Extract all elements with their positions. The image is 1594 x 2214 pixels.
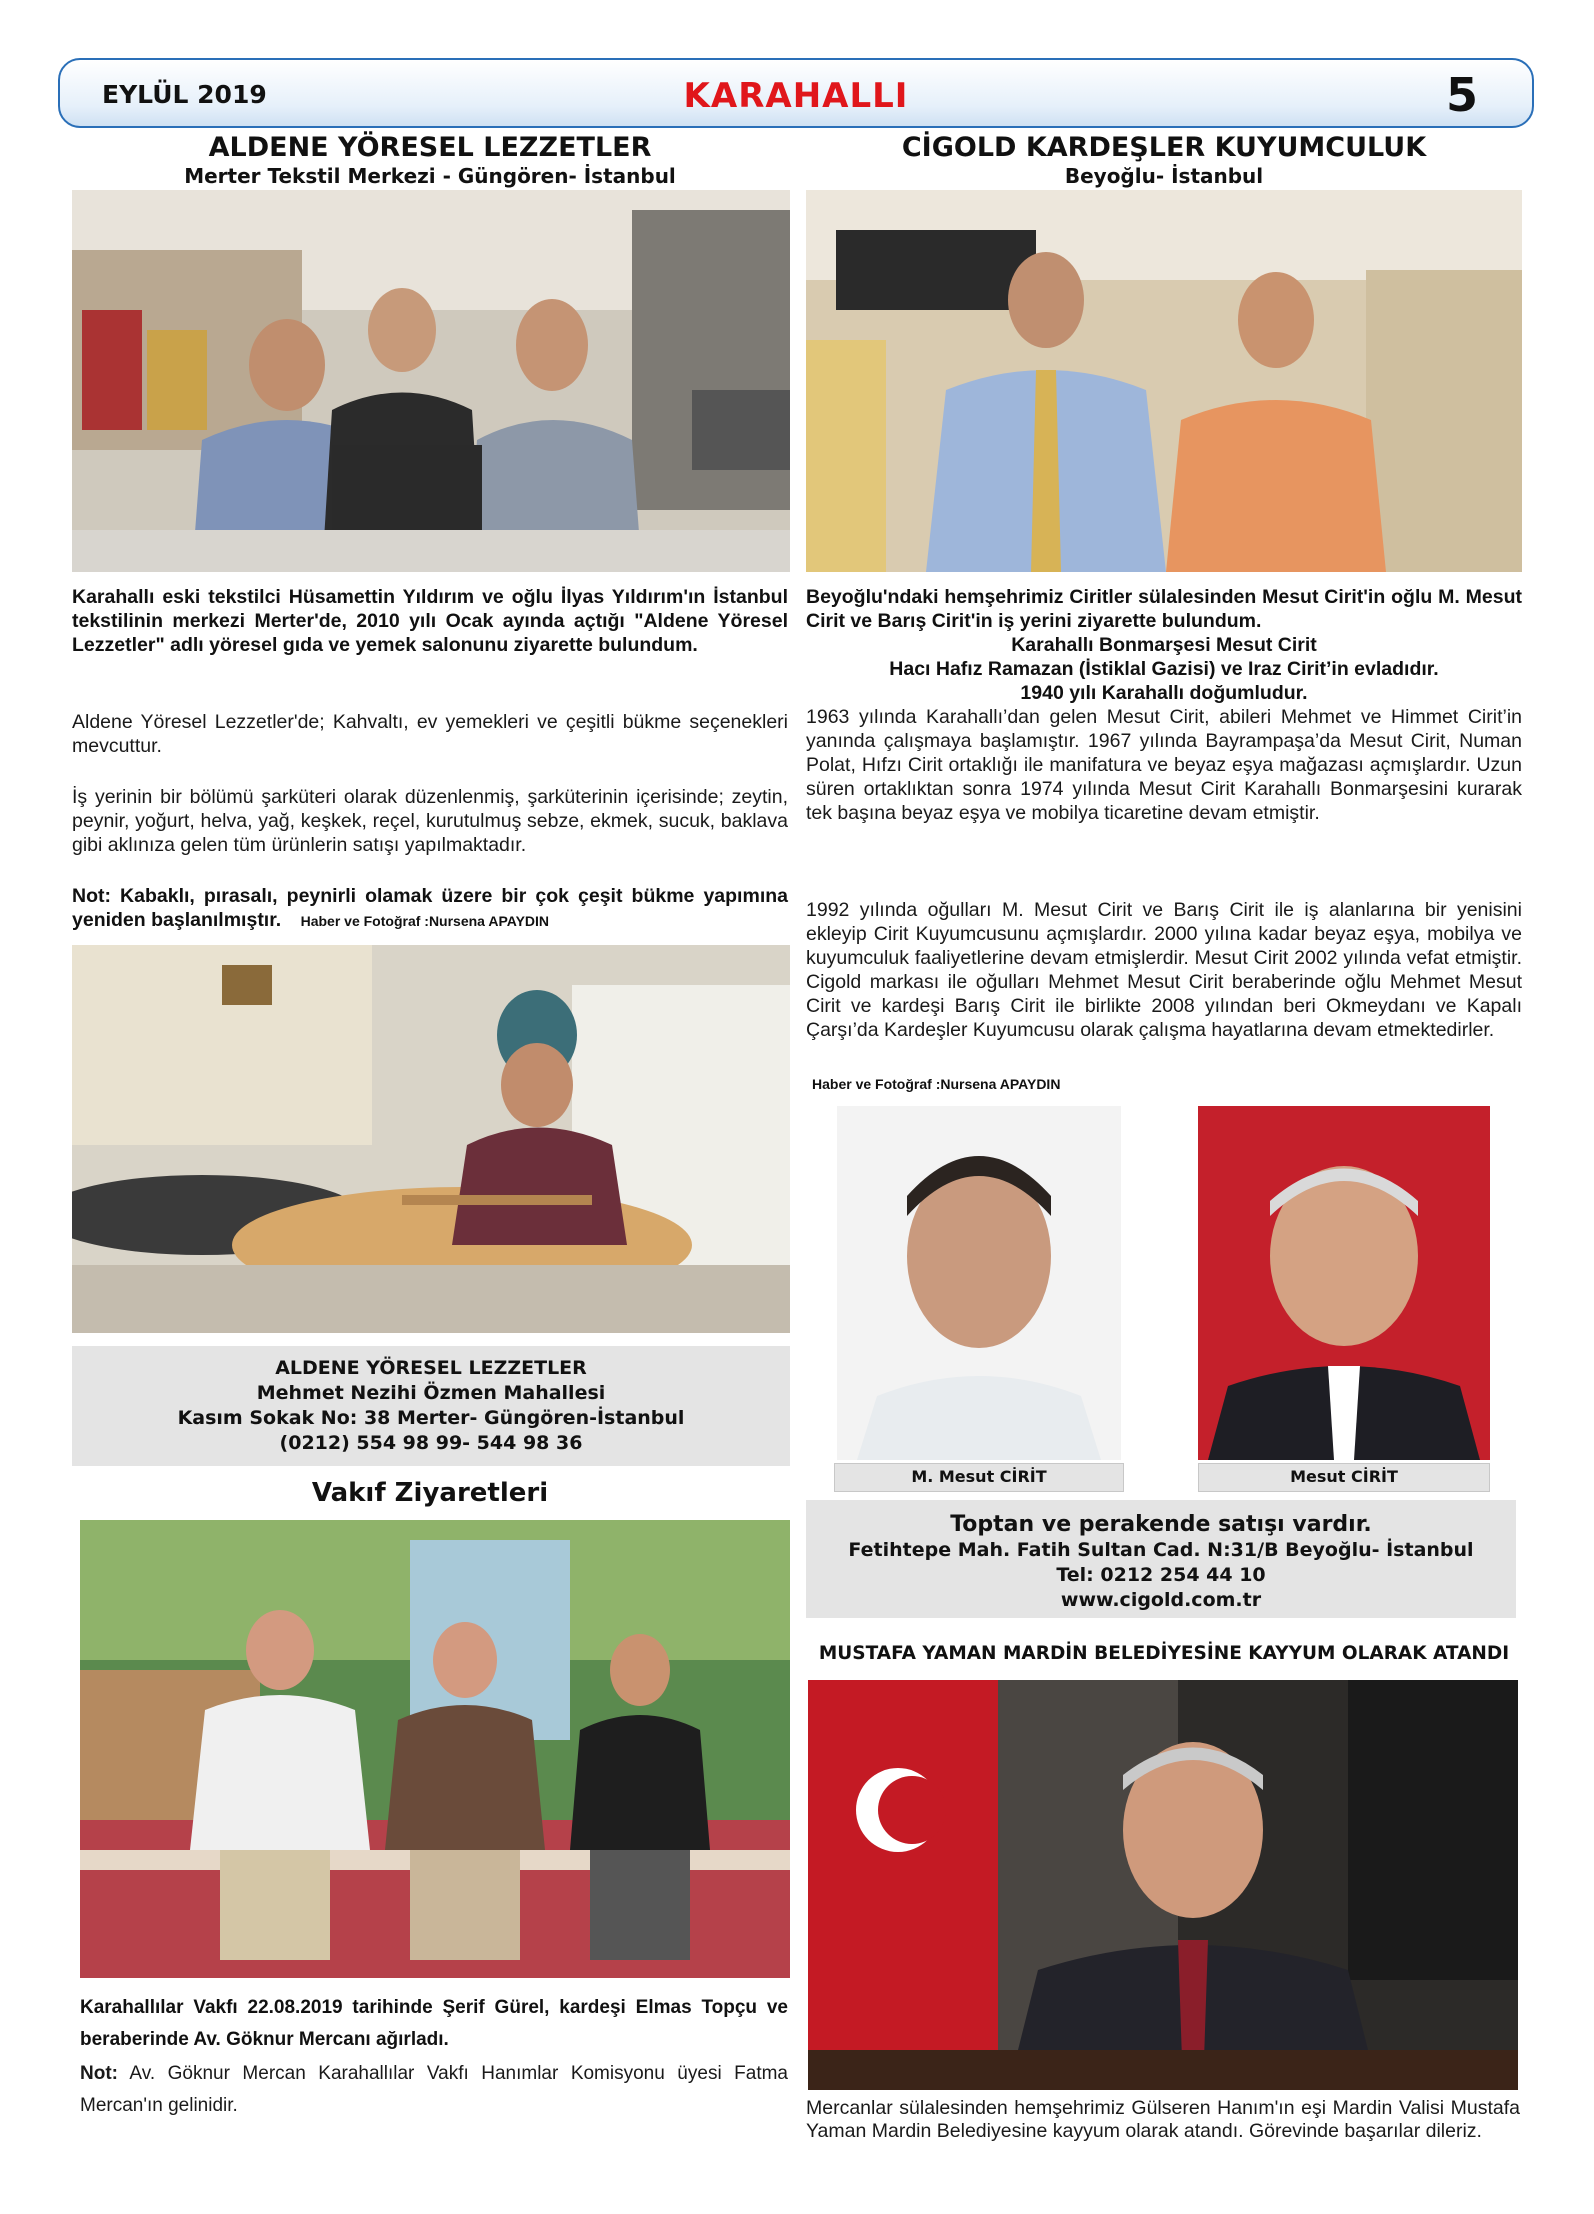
shop-line-4: www.cigold.com.tr <box>1060 1589 1262 1611</box>
page-number: 5 <box>1445 68 1478 122</box>
right-intro-text: Beyoğlu'ndaki hemşehrimiz Ciritler sülalesinden Mesut Cirit'in oğlu M. Mesut Cirit ve Barış Cirit'in iş yerini ziyarette bulundum. <box>806 586 1522 632</box>
mardin-title: MUSTAFA YAMAN MARDİN BELEDİYESİNE KAYYUM OLARAK ATANDI <box>818 1643 1510 1664</box>
dough-photo <box>72 945 790 1333</box>
mardin-text: Mercanlar sülalesinden hemşehrimiz Gülseren Hanım'ın eşi Mardin Valisi Mustafa Yaman Mardin Belediyesine kayyum olarak atandı. Görevinde başarılar dileriz. <box>806 2097 1520 2142</box>
caption-m-mesut-cirit: M. Mesut CİRİT <box>834 1463 1124 1492</box>
vakif-note <box>80 2058 788 2122</box>
left-note-text: Not: Kabaklı, pırasalı, peynirli olamak üzere bir çok çeşit bükme yapımına yeniden başlanılmıştır. <box>72 885 788 931</box>
vakif-text: Karahallılar Vakfı 22.08.2019 tarihinde Şerif Gürel, kardeşi Elmas Topçu ve beraberinde Av. Göknur Mercanı ağırladı. <box>80 1997 788 2050</box>
left-intro-text: Karahallı eski tekstilci Hüsamettin Yıldırım ve oğlu İlyas Yıldırım'ın İstanbul tekstilinin merkezi Merter'de, 2010 yılı Ocak ayında açtığı "Aldene Yöresel Lezzetler" adlı yöresel gıda ve yemek salonunu ziyarette bulundum. <box>72 586 788 656</box>
left-note <box>72 884 788 933</box>
portrait-m-mesut-cirit <box>837 1106 1121 1460</box>
vakif-title: Vakıf Ziyaretleri <box>311 1478 549 1508</box>
portrait-mesut-cirit <box>1198 1106 1490 1460</box>
left-paragraph-1: Aldene Yöresel Lezzetler'de; Kahvaltı, ev yemekleri ve çeşitli bükme seçenekleri mevcuttur. <box>72 711 788 757</box>
shop-line-1: Toptan ve perakende satışı vardır. <box>950 1512 1372 1537</box>
address-line-1: ALDENE YÖRESEL LEZZETLER <box>275 1357 587 1379</box>
address-line-2: Mehmet Nezihi Özmen Mahallesi <box>256 1382 606 1404</box>
newspaper-title: KARAHALLI <box>683 76 909 116</box>
aldene-address-box <box>72 1346 790 1466</box>
address-line-4: (0212) 554 98 99- 544 98 36 <box>279 1432 583 1454</box>
left-paragraph-2: İş yerinin bir bölümü şarküteri olarak düzenlenmiş, şarküterinin içerisinde; zeytin, peynir, yoğurt, helva, yağ, keşkek, reçel, kurutulmuş sebze, ekmek, sucuk, baklava gibi aklınıza gelen tüm ürünlerin satışı yapılmaktadır. <box>72 786 788 856</box>
shop-line-3: Tel: 0212 254 44 10 <box>1056 1564 1266 1586</box>
right-paragraph-2: 1992 yılında oğulları M. Mesut Cirit ve Barış Cirit ile iş alanlarına bir yenisini ekleyip Cirit Kuyumcusunu açmışlardır. 2000 yılına kadar beyaz eşya, mobilya ve kuyumculuk faaliyetlerine devam etmişlerdir. Mesut Cirit 2002 yılında vefat etmiştir. Cigold markası ile oğulları Mehmet Mesut Cirit beraberinde oğlu Mehmet Mesut Cirit ve kardeşi Barış Cirit ile birlikte 2008 yılından beri Okmeydanı ve Kapalı Çarşı’da Kardeşler Kuyumcusu olarak çalışma hayatlarına devam etmektedirler. <box>806 899 1522 1041</box>
right-credit: Haber ve Fotoğraf :Nursena APAYDIN <box>812 1076 1061 1092</box>
left-article-title: ALDENE YÖRESEL LEZZETLER <box>208 132 652 163</box>
address-line-3: Kasım Sokak No: 38 Merter- Güngören-İstanbul <box>177 1407 685 1429</box>
restaurant-photo <box>72 190 790 572</box>
governor-photo <box>808 1680 1518 2090</box>
right-bold-line-1: Karahallı Bonmarşesi Mesut Cirit <box>1011 634 1317 656</box>
right-bold-line-3: 1940 yılı Karahallı doğumludur. <box>1020 682 1308 704</box>
right-article-title: CİGOLD KARDEŞLER KUYUMCULUK <box>901 132 1427 163</box>
page-header <box>58 58 1534 128</box>
cigold-shop-box <box>806 1500 1516 1618</box>
right-paragraph-1: 1963 yılında Karahallı’dan gelen Mesut Cirit, abileri Mehmet ve Himmet Cirit’in yanında çalışmaya başlamıştır. 1967 yılında Bayrampaşa’da Mesut Cirit, Numan Polat, Hıfzı Cirit ortaklığı ile manifatura ve beyaz eşya mağazası açmışlardır. Uzun süren ortaklıktan sonra 1974 yılında Mesut Cirit Karahallı Bonmarşesini kurarak tek başına beyaz eşya ve mobilya ticaretine devam etmiştir. <box>806 706 1522 824</box>
left-credit: Haber ve Fotoğraf :Nursena APAYDIN <box>300 913 550 929</box>
vakif-note-text: Av. Göknur Mercan Karahallılar Vakfı Hanımlar Komisyonu üyesi Fatma Mercan'ın gelinidir. <box>80 2063 788 2116</box>
vakif-visit-photo <box>80 1520 790 1978</box>
vakif-note-label: Not: <box>80 2063 118 2084</box>
jewellery-shop-photo <box>806 190 1522 572</box>
caption-mesut-cirit: Mesut CİRİT <box>1198 1463 1490 1492</box>
shop-line-2: Fetihtepe Mah. Fatih Sultan Cad. N:31/B Beyoğlu- İstanbul <box>848 1539 1474 1561</box>
right-article-subtitle: Beyoğlu- İstanbul <box>1064 164 1264 188</box>
issue-date: EYLÜL 2019 <box>102 80 267 109</box>
left-article-subtitle: Merter Tekstil Merkezi - Güngören- İstanbul <box>184 164 676 188</box>
right-bold-line-2: Hacı Hafız Ramazan (İstiklal Gazisi) ve Iraz Cirit’in evladıdır. <box>889 658 1439 680</box>
